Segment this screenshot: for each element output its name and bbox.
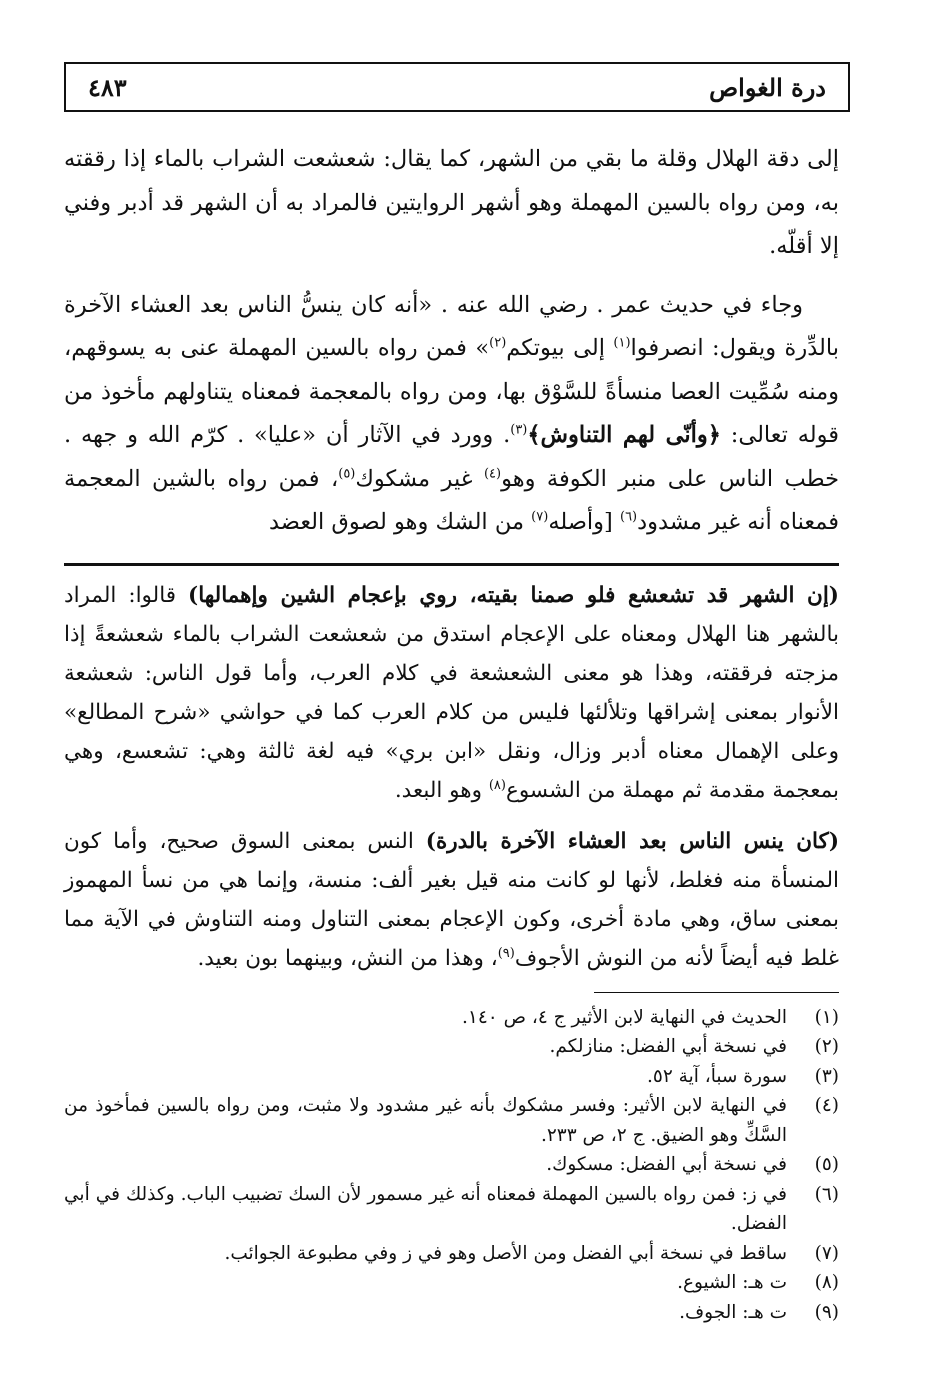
page-content: [64, 138, 839, 1327]
text-segment: ، وهذا من النش، وبينهما بون بعيد.: [197, 945, 498, 971]
footnote-ref: (٤): [483, 466, 502, 481]
text-segment: [وأصله: [548, 509, 620, 535]
footnote-ref: (٦): [619, 509, 638, 525]
footnote-divider: [594, 992, 839, 993]
footnote-text: في نسخة أبي الفضل: مسكوك.: [546, 1154, 787, 1175]
text-segment: » فمن رواه بالسين المهملة عنى به يسوقهم، ومنه سُمِّيت العصا منسأةً للسَّوْق بها، ومن رواه بالمعجمة فمعناه يتناولهم مأخوذ من قوله تعالى:: [64, 335, 840, 448]
footnote-item: [64, 1298, 839, 1328]
commentary-paragraph-1: [64, 576, 839, 810]
text-segment: وجاء في حديث عمر . رضي الله عنه . «أنه كان ينسُّ الناس بعد العشاء الآخرة بالدِّرة ويقول: انصرفوا: [64, 291, 839, 361]
page-number: ٤٨٣: [88, 72, 127, 102]
footnote-text: سورة سبأ، آية ٥٢.: [647, 1065, 787, 1087]
text-segment: . وورد في الآثار أن «عليا» . كرّم الله و جهه . خطب الناس على منبر الكوفة وهو: [64, 422, 839, 492]
footnote-item: [64, 1180, 839, 1239]
text-segment: غير مشكوك: [355, 465, 484, 492]
book-title: درة الغواص: [709, 72, 826, 102]
footnote-text: في النهاية لابن الأثير: وفسر مشكوك بأنه غير مشدود ولا مثبت، ومن رواه بالسين فمأخوذ من السَّكِّ وهو الضيق. ج ٢، ص ٢٣٣.: [64, 1095, 787, 1146]
text-segment: قالوا: المراد بالشهر هنا الهلال ومعناه على الإعجام استدق من شعشعت الشراب بالماء شعشعةً إذا مزجته فرققته، وهذا هو معنى الشعشعة في كلام العرب، وأما قول الناس: شعشعة الأنوار بمعنى إشراقها وتلألئها فليس من كلام العرب كما في حواشي «شرح المطالع» وعلى الإهمال معناه أدبر وزال، ونقل «ابن بري» فيه لغة ثالثة وهي: تشعسع، وهي بمعجمة مقدمة ثم مهملة من الشسوع: [64, 582, 839, 803]
footnote-text: في ز: فمن رواه بالسين المهملة فمعناه أنه غير مسمور لأن السك تضبيب الباب. وكذلك في أبي الفضل.: [64, 1183, 787, 1234]
quran-quote: ﴿وأنّى لهم التناوش﴾: [527, 422, 721, 448]
main-paragraph-1: إلى دقة الهلال وقلة ما بقي من الشهر، كما يقال: شعشعت الشراب بالماء إذا رققته به، ومن رواه بالسين المهملة وهو أشهر الروايتين فالمراد به أن الشهر قد أدبر وفني إلا أقلّه.: [64, 146, 839, 259]
section-divider: [64, 563, 839, 566]
commentary-text: [64, 576, 839, 978]
footnote-ref: (١): [613, 335, 631, 351]
footnote-number: (٦): [814, 1183, 839, 1205]
page-header: [64, 62, 850, 112]
footnote-text: ساقط في نسخة أبي الفضل ومن الأصل وهو في ز وفي مطبوعة الجوائب.: [224, 1242, 787, 1264]
footnote-item: [64, 1062, 839, 1092]
footnote-text: ت هـ: الجوف.: [679, 1301, 787, 1323]
footnote-item: [64, 1032, 839, 1062]
footnotes: [64, 1003, 839, 1328]
footnote-item: [64, 1150, 839, 1180]
footnote-ref: (٢): [489, 335, 507, 351]
text-segment: إلى بيوتكم: [506, 335, 614, 361]
footnote-item: [64, 1003, 839, 1033]
footnote-text: ت هـ: الشيوع.: [677, 1272, 787, 1293]
footnote-number: (١): [814, 1006, 839, 1028]
commentary-heading: (إن الشهر قد تشعشع فلو صمنا بقيته، روي بإعجام الشين وإهمالها): [188, 582, 839, 608]
footnote-item: [64, 1239, 839, 1269]
footnote-number: (٧): [814, 1242, 839, 1264]
footnote-number: (٢): [814, 1036, 839, 1057]
footnote-ref: (٧): [531, 509, 549, 525]
commentary-heading: (كان ينس الناس بعد العشاء الآخرة بالدرة): [425, 828, 839, 854]
footnote-ref: (٥): [338, 466, 356, 481]
text-segment: النس بمعنى السوق صحيح، وأما كون المنسأة منه فغلط، لأنها لو كانت منه قيل بغير ألف: منسة، وإنما هي من نسأ المهموز بمعنى ساق، وهي مادة أخرى، وكون الإعجام بمعنى التناول ومنه التناوش في الآية مما غلط فيه أيضاً لأنه من النوش الأجوف: [64, 828, 839, 971]
footnote-item: [64, 1091, 839, 1150]
footnote-ref: (٣): [510, 422, 528, 438]
text-segment: من الشك وهو لصوق العضد: [269, 509, 532, 535]
footnote-ref: (٩): [497, 945, 515, 961]
footnote-number: (٥): [814, 1154, 839, 1175]
footnote-text: في نسخة أبي الفضل: منازلكم.: [549, 1036, 787, 1057]
main-text: [64, 138, 839, 545]
footnote-ref: (٨): [488, 777, 506, 793]
footnote-text: الحديث في النهاية لابن الأثير ج ٤، ص ١٤٠.: [462, 1006, 787, 1028]
footnote-number: (٩): [814, 1301, 839, 1323]
text-segment: ، فمن رواه بالشين المعجمة فمعناه أنه غير مشدود: [64, 465, 839, 535]
text-segment: وهو البعد.: [394, 777, 489, 803]
footnote-number: (٣): [814, 1065, 839, 1087]
commentary-paragraph-2: [64, 822, 839, 978]
main-paragraph-2: [64, 284, 839, 545]
footnote-number: (٤): [814, 1095, 839, 1116]
footnote-item: [64, 1268, 839, 1298]
footnote-number: (٨): [814, 1272, 839, 1293]
